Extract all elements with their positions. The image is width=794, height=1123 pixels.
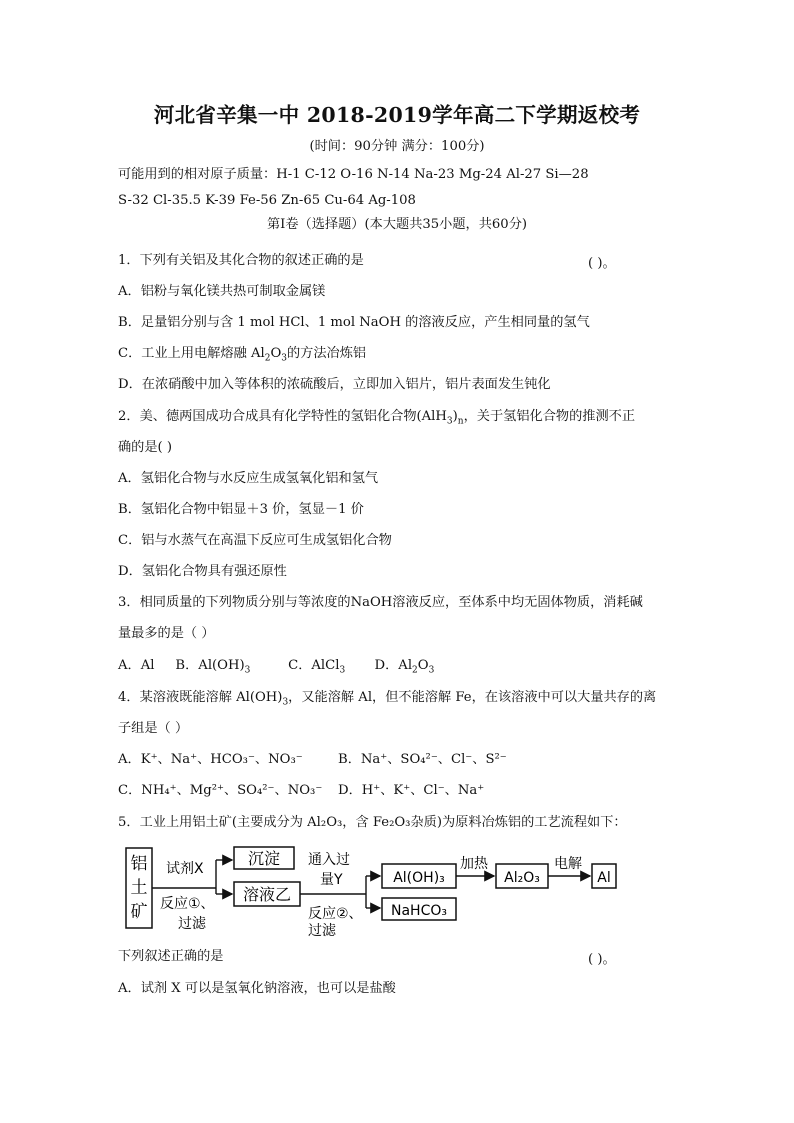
atomic-masses-line2: S-32 Cl-35.5 K-39 Fe-56 Zn-65 Cu-64 Ag-108: [118, 193, 416, 208]
q1-answer-paren: ( )。: [588, 256, 616, 271]
ore-label-2: 土: [130, 878, 148, 898]
ore-label-3: 矿: [130, 902, 148, 922]
step1-label: 反应①、: [160, 896, 215, 912]
q4-option-b: B．Na⁺、SO₄²⁻、Cl⁻、S²⁻: [338, 752, 507, 767]
ore-label-1: 铝: [130, 854, 148, 874]
q4-option-a: A．K⁺、Na⁺、HCO₃⁻、NO₃⁻: [118, 752, 303, 767]
q3-stem: 3．相同质量的下列物质分别与等浓度的NaOH溶液反应，至体系中均无固体物质，消耗碱: [118, 595, 643, 610]
oxide-label: Al₂O₃: [504, 870, 540, 886]
q4-stem-line2: 子组是（ ）: [118, 721, 189, 736]
reagent-label: 试剂X: [166, 861, 204, 877]
section-header: 第Ⅰ卷（选择题）(本大题共35小题，共60分): [266, 217, 528, 232]
q5-stem: 5．工业上用铝土矿(主要成分为 Al₂O₃，含 Fe₂O₃杂质)为原料冶炼铝的工艺流程如下：: [118, 815, 627, 830]
q2-option-b: B．氢铝化合物中铝显＋3 价，氢显－1 价: [118, 502, 364, 517]
exam-title: 河北省辛集一中 2018-2019学年高二下学期返校考: [153, 103, 641, 127]
q2-stem-line2: 确的是( ): [118, 440, 173, 455]
q3-option-c: C．AlCl$_3$: [288, 658, 346, 676]
product-label: Al: [597, 870, 611, 886]
q4-option-d: D．H⁺、K⁺、Cl⁻、Na⁺: [338, 783, 485, 798]
step1-filter-label: 过滤: [178, 916, 206, 932]
q5-answer-paren: ( )。: [588, 952, 616, 967]
hydroxide-label: Al(OH)₃: [393, 870, 445, 886]
solution-label: 溶液乙: [242, 885, 292, 904]
q3-option-d: D．$Al_2O_3$: [374, 658, 435, 676]
q3-option-a: A．Al: [118, 658, 155, 673]
precipitate-label: 沉淀: [247, 849, 281, 868]
heat-label: 加热: [460, 856, 488, 872]
electrolysis-label: 电解: [554, 856, 582, 872]
q2-stem: 2．美、德两国成功合成具有化学特性的氢铝化合物$(AlH_3)_n$，关于氢铝化合物的推测不正: [118, 409, 636, 427]
q1-option-b: B．足量铝分别与含 1 mol HCl、1 mol NaOH 的溶液反应，产生相同量的氢气: [118, 315, 590, 330]
q1-option-d: D．在浓硝酸中加入等体积的浓硫酸后，立即加入铝片，铝片表面发生钝化: [118, 377, 551, 392]
q5-option-a: A．试剂 X 可以是氢氧化钠溶液，也可以是盐酸: [118, 981, 396, 996]
q3-stem-line2: 量最多的是（ ）: [118, 626, 215, 641]
q4-stem: 4．某溶液既能溶解 $Al(OH)_3$，又能溶解 Al，但不能溶解 Fe，在该溶液中可以大量共存的离: [118, 690, 657, 708]
gas-label-1: 通入过: [308, 852, 350, 868]
gas-label-2: 量Y: [320, 872, 343, 888]
q1-option-a: A．铝粉与氧化镁共热可制取金属镁: [118, 284, 326, 299]
q2-option-d: D．氢铝化合物具有强还原性: [118, 564, 287, 579]
q1-option-c: C．工业上用电解熔融 $Al_2O_3$的方法冶炼铝: [118, 346, 367, 364]
q1-stem: 1．下列有关铝及其化合物的叙述正确的是: [118, 253, 364, 268]
step2-filter-label: 过滤: [308, 923, 336, 937]
q2-option-c: C．铝与水蒸气在高温下反应可生成氢铝化合物: [118, 533, 392, 548]
exam-info: (时间：90分钟 满分：100分): [309, 139, 485, 154]
q2-option-a: A．氢铝化合物与水反应生成氢氧化铝和氢气: [118, 471, 379, 486]
atomic-masses-line1: 可能用到的相对原子质量：H-1 C-12 O-16 N-14 Na-23 Mg-24 Al-27 Si—28: [118, 167, 589, 182]
q3-options: [118, 657, 434, 675]
bicarbonate-label: NaHCO₃: [391, 903, 447, 919]
q4-option-c: C．NH₄⁺、Mg²⁺、SO₄²⁻、NO₃⁻: [118, 783, 323, 798]
q5-stem-line2: 下列叙述正确的是: [118, 949, 224, 964]
step2-label: 反应②、: [308, 906, 363, 922]
q3-option-b: B．$Al(OH)_3$: [175, 658, 251, 676]
process-flow-diagram: [122, 842, 622, 937]
